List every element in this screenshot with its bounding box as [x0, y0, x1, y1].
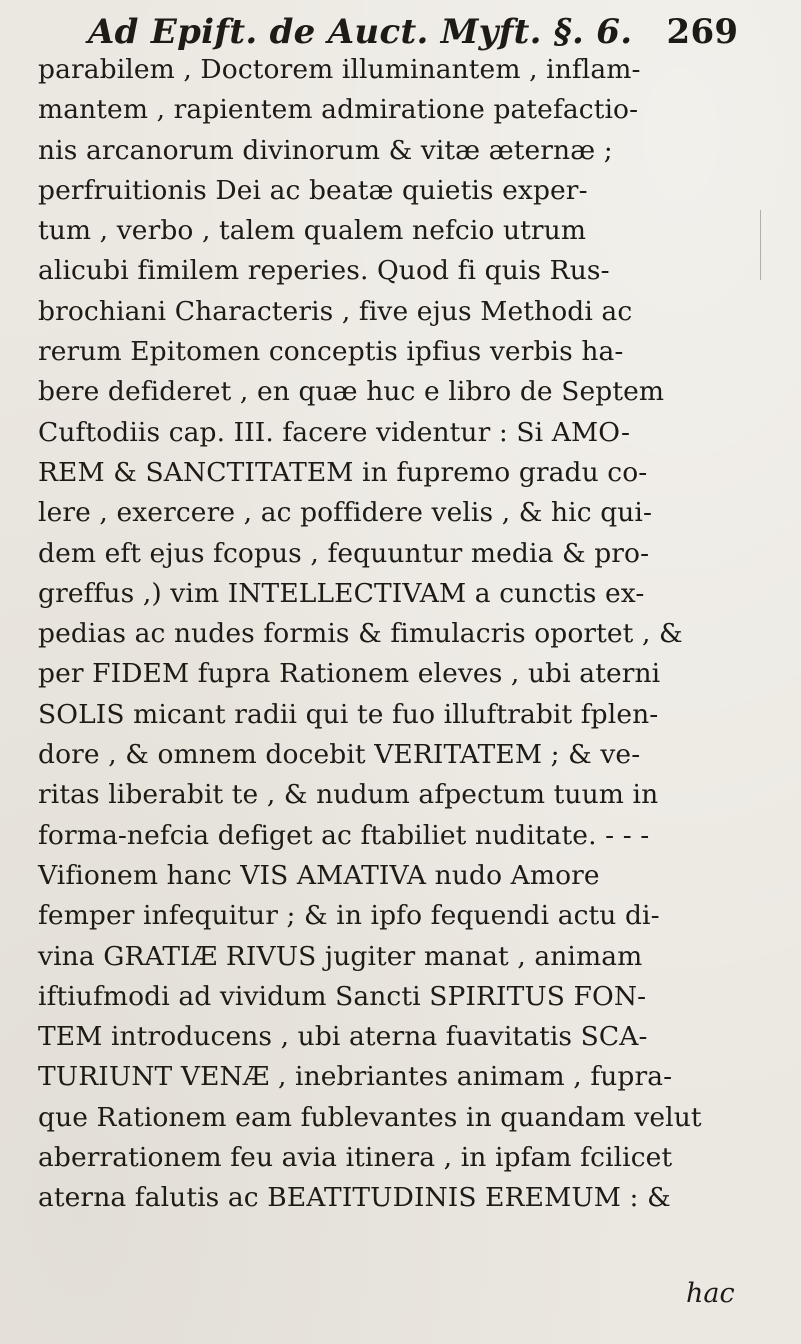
text-line: mantem , rapientem admiratione patefactio- [38, 94, 639, 126]
text-line: aberrationem feu avia itinera , in ipfam fcilicet [38, 1142, 673, 1174]
text-line: nis arcanorum divinorum & vitæ æternæ ; [38, 134, 613, 166]
text-line: REM & SANCTITATEM in fupremo gradu co- [38, 456, 648, 488]
text-line: aterna falutis ac BEATITUDINIS EREMUM : & [38, 1182, 671, 1214]
body-text [38, 50, 738, 1219]
text-line: rerum Epitomen conceptis ipfius verbis ha- [38, 336, 624, 368]
text-line: per FIDEM fupra Rationem eleves , ubi aterni [38, 658, 661, 690]
margin-rule-mark [760, 210, 761, 280]
text-line: bere defideret , en quæ huc e libro de Septem [38, 376, 665, 408]
text-line: Cuftodiis cap. III. facere videntur : Si AMO- [38, 416, 631, 448]
text-line: pedias ac nudes formis & fimulacris oportet , & [38, 618, 683, 650]
text-line: TURIUNT VENÆ , inebriantes animam , fupra- [38, 1061, 673, 1093]
text-line: lere , exercere , ac poffidere velis , & hic qui- [38, 497, 653, 529]
text-line: dem eft ejus fcopus , fequuntur media & pro- [38, 537, 650, 569]
text-line: SOLIS micant radii qui te fuo illuftrabit fplen- [38, 698, 659, 730]
text-line: forma-nefcia defiget ac ftabiliet nuditate. - - - [38, 819, 650, 851]
text-line: tum , verbo , talem qualem nefcio utrum [38, 215, 587, 247]
text-line: perfruitionis Dei ac beatæ quietis exper- [38, 174, 588, 206]
text-line: vina GRATIÆ RIVUS jugiter manat , animam [38, 940, 643, 972]
text-line: alicubi fimilem reperies. Quod fi quis Rus- [38, 255, 610, 287]
page-number: 269 [666, 12, 739, 52]
text-line: TEM introducens , ubi aterna fuavitatis SCA- [38, 1021, 648, 1053]
text-line: femper infequitur ; & in ipfo fequendi actu di- [38, 900, 660, 932]
text-line: brochiani Characteris , five ejus Methodi ac [38, 295, 633, 327]
text-line: greffus ,) vim INTELLECTIVAM a cunctis ex- [38, 577, 645, 609]
text-line: dore , & omnem docebit VERITATEM ; & ve- [38, 739, 641, 771]
text-line: que Rationem eam fublevantes in quandam velut [38, 1101, 702, 1133]
text-line: parabilem , Doctorem illuminantem , inflam- [38, 54, 641, 85]
text-line: iftiufmodi ad vividum Sancti SPIRITUS FON- [38, 980, 647, 1012]
text-line: ritas liberabit te , & nudum afpectum tuum in [38, 779, 659, 811]
text-line: Vifionem hanc VIS AMATIVA nudo Amore [38, 859, 600, 891]
running-head-title: Ad Epift. de Auct. Myft. §. 6. [88, 12, 633, 52]
catchword: hac [686, 1278, 735, 1309]
